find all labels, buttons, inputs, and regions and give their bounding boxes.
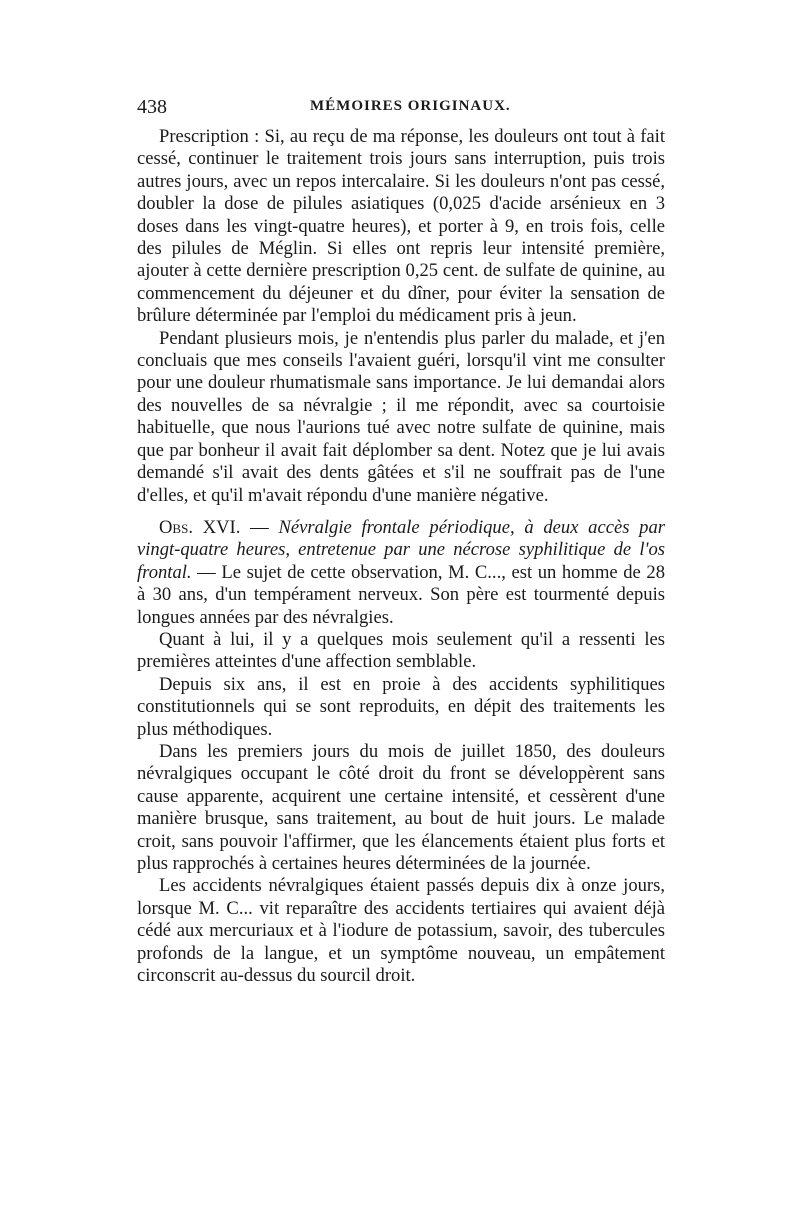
observation-label: Obs. XVI. — [159, 516, 241, 538]
paragraph-follow-up: Pendant plusieurs mois, je n'entendis plus parler du malade, et j'en concluais que mes conseils l'avaient guéri, lorsqu'il vint me consulter pour une douleur rhumatismale sans importance. Je lui demandai alors des nouvelles de sa névralgie ; il me répondit, avec sa courtoisie habituelle, que nous l'aurions tué avec notre sulfate de quinine, mais que par bonheur il avait fait déplomber sa dent. Notez que je lui avais demandé s'il avait des dents gâtées et s'il ne souffrait pas de l'une d'elles, et qu'il m'avait répondu d'une manière négative. — [137, 327, 665, 506]
book-page — [137, 96, 665, 987]
body-text — [137, 126, 665, 987]
paragraph-first-attacks: Quant à lui, il y a quelques mois seulement qu'il a ressenti les premières atteintes d'une affection semblable. — [137, 628, 665, 673]
paragraph-july-1850: Dans les premiers jours du mois de juillet 1850, des douleurs névralgiques occupant le côté droit du front se développèrent sans cause apparente, acquirent une certaine intensité, et cessèrent d'une manière brusque, sans traitement, au bout de huit jours. Le malade croit, sans pouvoir l'affirmer, que les élancements étaient plus forts et plus rapprochés à certaines heures déterminées de la journée. — [137, 740, 665, 874]
paragraph-tertiary-accidents: Les accidents névralgiques étaient passés depuis dix à onze jours, lorsque M. C... vit reparaître des accidents tertiaires qui avaient déjà cédé aux mercuriaux et à l'iodure de potassium, savoir, des tubercules profonds de la langue, et un symptôme nouveau, un empâtement circonscrit au-dessus du sourcil droit. — [137, 875, 665, 987]
observation-title: Névralgie frontale périodique, à deux accès par vingt-quatre heures, entretenue par une nécrose syphilitique de l'os frontal. — [137, 516, 666, 583]
paragraph-syphilis-history: Depuis six ans, il est en proie à des accidents syphilitiques constitutionnels qui se sont reproduits, en dépit des traitements les plus méthodiques. — [137, 673, 665, 740]
observation-dash: — — [240, 516, 279, 538]
paragraph-observation-xvi — [137, 517, 665, 629]
running-title: MÉMOIRES ORIGINAUX. — [310, 98, 511, 114]
page-number: 438 — [137, 96, 167, 118]
running-head — [137, 96, 665, 122]
paragraph-prescription: Prescription : Si, au reçu de ma réponse, les douleurs ont tout à fait cessé, continuer le traitement trois jours sans interruption, puis trois autres jours, avec un repos intercalaire. Si les douleurs n'ont pas cessé, doubler la dose de pilules asiatiques (0,025 d'acide arsénieux en 3 doses dans les vingt-quatre heures), et porter à 9, en trois fois, celle des pilules de Méglin. Si elles ont repris leur intensité première, ajouter à cette dernière prescription 0,25 cent. de sulfate de quinine, au commencement du déjeuner et du dîner, pour éviter la sensation de brûlure déterminée par l'emploi du médicament pris à jeun. — [137, 126, 665, 327]
observation-text: — Le sujet de cette observation, M. C..., est un homme de 28 à 30 ans, d'un tempérament nerveux. Son père est tourmenté depuis longues années par des névralgies. — [137, 561, 665, 628]
